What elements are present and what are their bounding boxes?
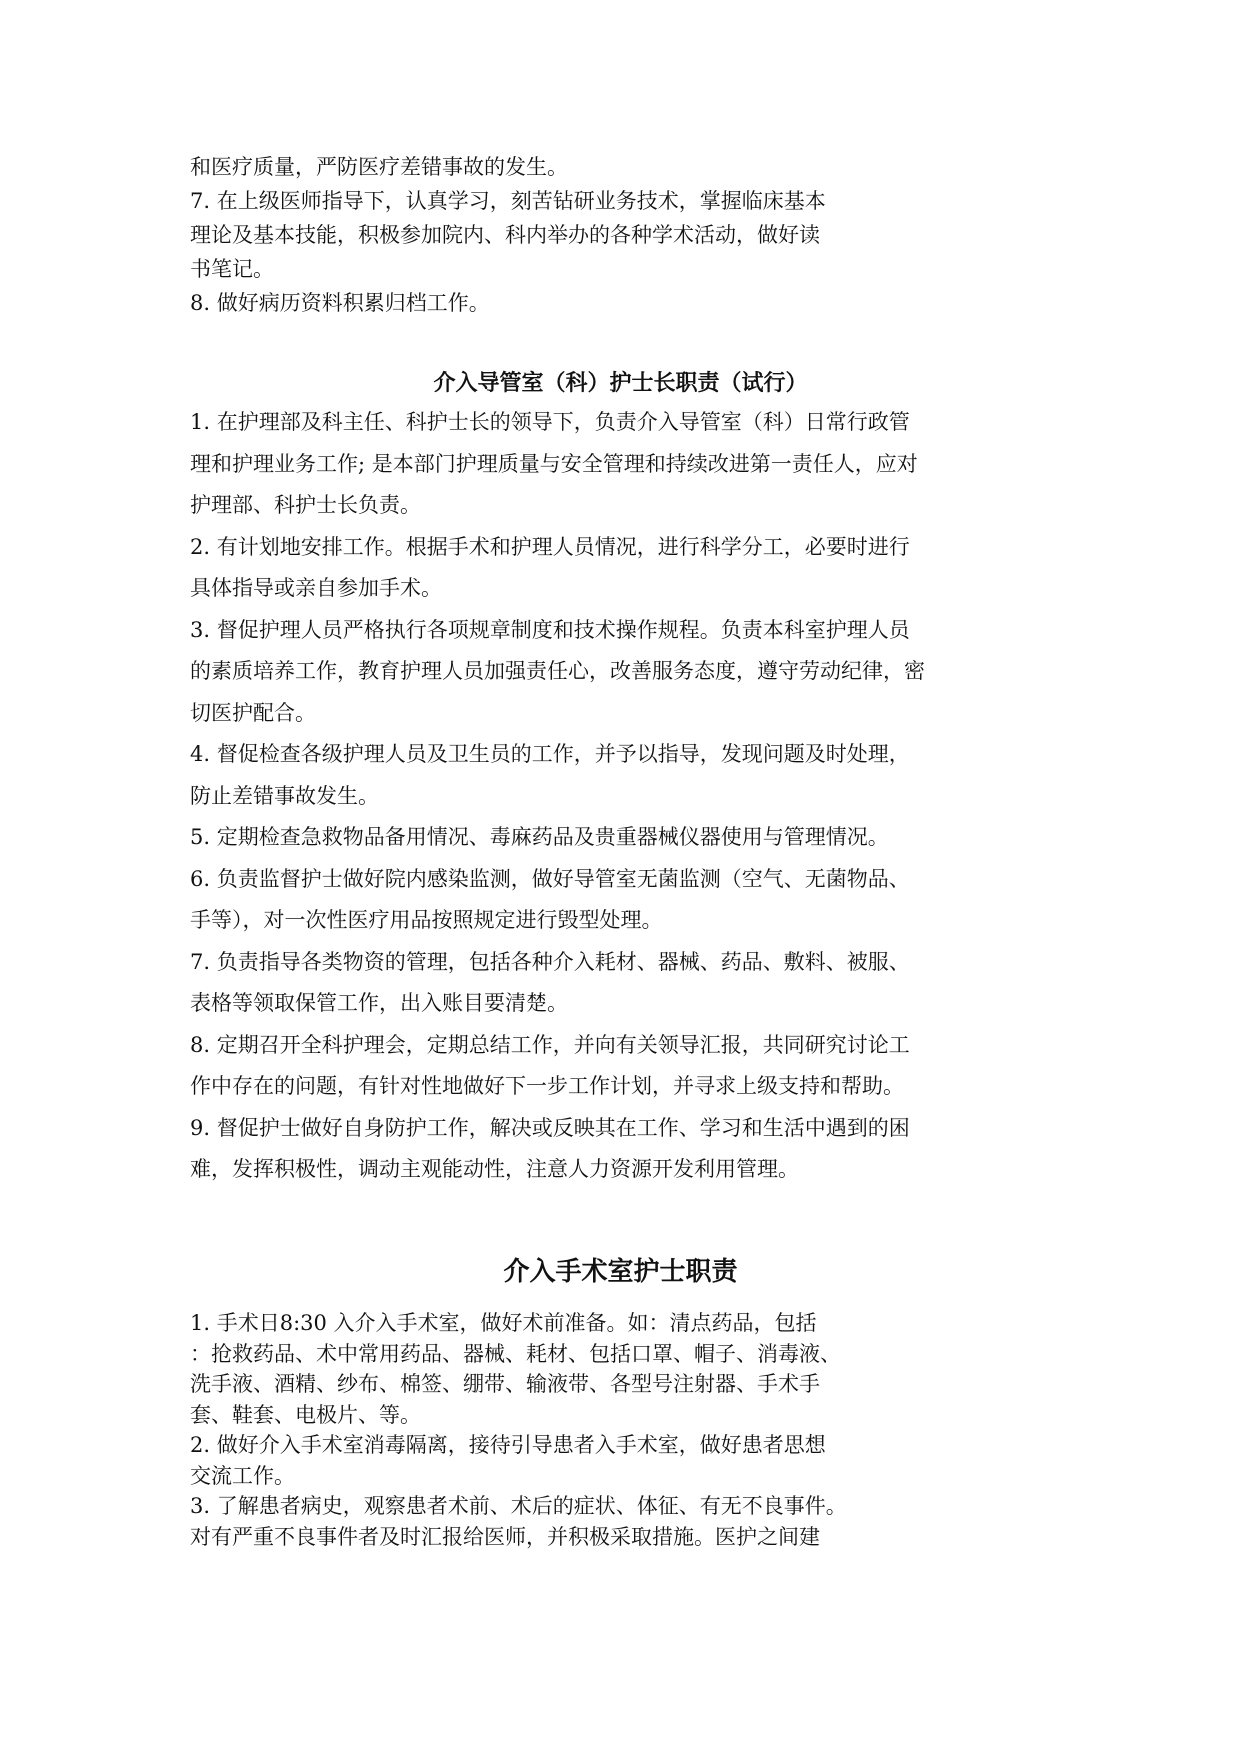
text-line: 防止差错事故发生。 [190, 783, 379, 808]
text-line: 7. 负责指导各类物资的管理，包括各种介入耗材、器械、药品、敷料、被服、 [190, 949, 910, 974]
text-line: 6. 负责监督护士做好院内感染监测，做好导管室无菌监测（空气、无菌物品、 [190, 866, 910, 891]
text-line: 对有严重不良事件者及时汇报给医师，并积极采取措施。医护之间建 [190, 1524, 820, 1549]
surgery-room-nurse-duties-heading: 介入手术室护士职责 [503, 1257, 738, 1287]
text-line: ：抢救药品、术中常用药品、器械、耗材、包括口罩、帽子、消毒液、 [190, 1341, 841, 1366]
head-nurse-duties-heading: 介入导管室（科）护士长职责（试行） [433, 370, 808, 396]
text-line: 7. 在上级医师指导下，认真学习，刻苦钻研业务技术，掌握临床基本 [190, 189, 826, 213]
text-line: 4. 督促检查各级护理人员及卫生员的工作，并予以指导，发现问题及时处理， [190, 742, 910, 766]
head-nurse-duties-list [190, 402, 925, 1191]
text-line: 洗手液、酒精、纱布、棉签、绷带、输液带、各型号注射器、手术手 [190, 1372, 820, 1396]
text-line: 和医疗质量，严防医疗差错事故的发生。 [190, 155, 568, 179]
surgery-room-nurse-duties-list [190, 1308, 847, 1552]
text-line: 的素质培养工作，教育护理人员加强责任心，改善服务态度，遵守劳动纪律，密 [190, 659, 925, 683]
text-line: 9. 督促护士做好自身防护工作，解决或反映其在工作、学习和生活中遇到的困 [190, 1115, 910, 1140]
text-line: 2. 做好介入手术室消毒隔离，接待引导患者入手术室，做好患者思想 [190, 1433, 826, 1457]
text-line: 8. 定期召开全科护理会，定期总结工作，并向有关领导汇报，共同研究讨论工 [190, 1032, 910, 1057]
text-line: 1. 在护理部及科主任、科护士长的领导下，负责介入导管室（科）日常行政管 [190, 410, 910, 434]
text-line: 护理部、科护士长负责。 [190, 493, 421, 517]
text-line: 理论及基本技能，积极参加院内、科内举办的各种学术活动，做好读 [190, 223, 820, 247]
text-line: 书笔记。 [190, 257, 274, 281]
text-line: 理和护理业务工作; 是本部门护理质量与安全管理和持续改进第一责任人，应对 [190, 451, 918, 476]
text-line: 2. 有计划地安排工作。根据手术和护理人员情况，进行科学分工，必要时进行 [190, 534, 910, 559]
text-line: 8. 做好病历资料积累归档工作。 [190, 291, 490, 315]
text-line: 作中存在的问题，有针对性地做好下一步工作计划，并寻求上级支持和帮助。 [190, 1074, 904, 1098]
text-line: 切医护配合。 [190, 700, 316, 725]
text-line: 3. 督促护理人员严格执行各项规章制度和技术操作规程。负责本科室护理人员 [190, 617, 910, 642]
text-line: 5. 定期检查急救物品备用情况、毒麻药品及贵重器械仪器使用与管理情况。 [190, 825, 889, 849]
continued-duties-text [190, 150, 826, 320]
text-line: 交流工作。 [190, 1463, 295, 1488]
text-line: 3. 了解患者病史，观察患者术前、术后的症状、体征、有无不良事件。 [190, 1494, 847, 1518]
text-line: 1. 手术日8:30 入介入手术室，做好术前准备。如：清点药品，包括 [190, 1311, 817, 1335]
text-line: 手等），对一次性医疗用品按照规定进行毁型处理。 [190, 908, 663, 932]
text-line: 具体指导或亲自参加手术。 [190, 576, 442, 600]
text-line: 难，发挥积极性，调动主观能动性，注意人力资源开发利用管理。 [190, 1157, 799, 1181]
text-line: 表格等领取保管工作，出入账目要清楚。 [190, 991, 568, 1015]
text-line: 套、鞋套、电极片、等。 [190, 1402, 421, 1427]
